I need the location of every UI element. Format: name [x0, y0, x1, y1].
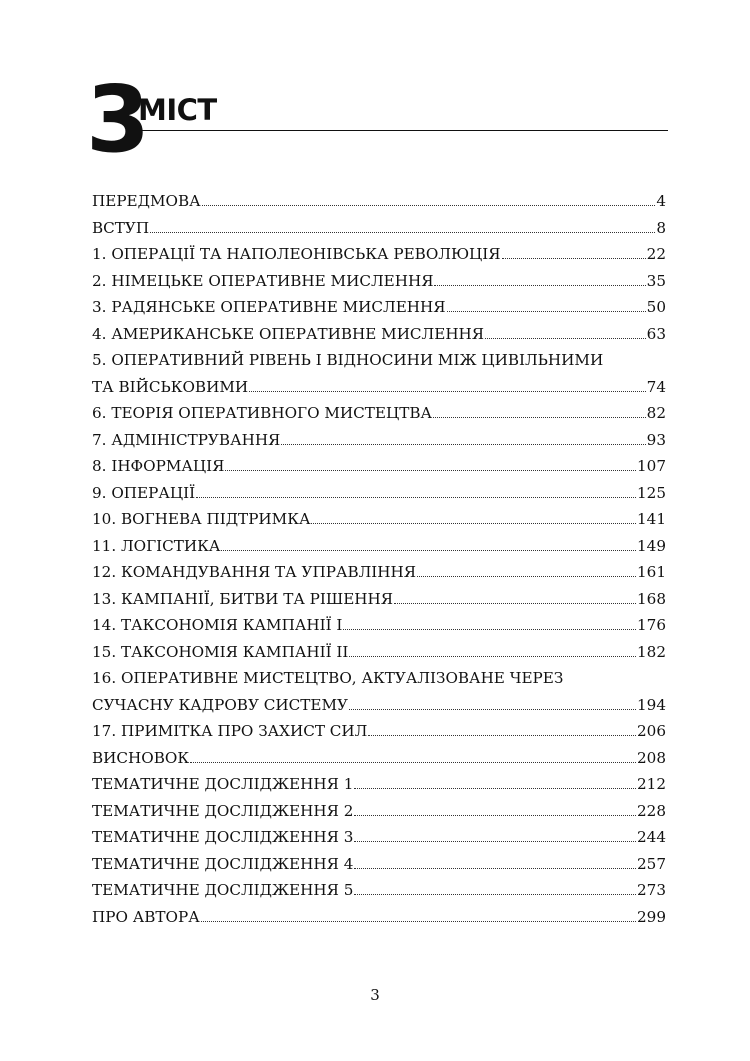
toc-entry-title: 5. ОПЕРАТИВНИЙ РІВЕНЬ І ВІДНОСИНИ МІЖ ЦИВІЛЬНИМИ: [92, 351, 604, 369]
dot-leader: [354, 868, 636, 869]
toc-entry-title: 2. НІМЕЦЬКЕ ОПЕРАТИВНЕ МИСЛЕННЯ: [92, 271, 434, 290]
toc-page-number: 228: [637, 801, 666, 820]
toc-entry-line: [92, 321, 666, 348]
toc-page-number: 82: [646, 404, 666, 422]
dot-leader: [150, 232, 655, 233]
toc-page-number: 4: [656, 192, 666, 210]
toc-page-number: 273: [637, 881, 666, 899]
dot-leader: [202, 205, 656, 206]
dot-leader: [447, 311, 646, 312]
toc-page-number: 63: [646, 324, 666, 343]
dot-leader: [485, 338, 646, 339]
toc-entry[interactable]: [92, 771, 666, 798]
toc-entry-title: ТЕМАТИЧНЕ ДОСЛІДЖЕННЯ 5: [92, 881, 354, 899]
toc-entry-title: ТЕМАТИЧНЕ ДОСЛІДЖЕННЯ 4: [92, 854, 354, 873]
toc-entry[interactable]: [92, 480, 666, 507]
toc-entry-title: ТЕМАТИЧНЕ ДОСЛІДЖЕННЯ 1: [92, 775, 354, 793]
toc-entry-title: ТЕМАТИЧНЕ ДОСЛІДЖЕННЯ 3: [92, 828, 354, 846]
toc-page-number: 161: [637, 563, 666, 581]
dot-leader: [354, 815, 636, 816]
dot-leader: [433, 417, 646, 418]
toc-page-number: 141: [637, 510, 666, 528]
dot-leader: [354, 788, 636, 789]
dot-leader: [343, 629, 636, 630]
toc-entry-line: [92, 427, 666, 454]
toc-entry-line: [92, 665, 666, 692]
dot-leader: [354, 841, 636, 842]
toc-entry[interactable]: [92, 665, 666, 718]
toc-page-number: 176: [637, 616, 666, 634]
toc-entry-line: [92, 241, 666, 268]
toc-entry-title: СУЧАСНУ КАДРОВУ СИСТЕМУ: [92, 695, 348, 714]
toc-page-number: 212: [637, 775, 666, 793]
toc-entry-line: [92, 639, 666, 666]
toc-entry[interactable]: [92, 215, 666, 242]
toc-entry-title: 4. АМЕРИКАНСЬКЕ ОПЕРАТИВНЕ МИСЛЕННЯ: [92, 324, 485, 343]
dot-leader: [221, 550, 636, 551]
page-title: МІСТ: [138, 93, 217, 127]
toc-entry-line: [92, 480, 666, 507]
toc-entry-line: [92, 586, 666, 613]
toc-page-number: 125: [637, 483, 666, 502]
dot-leader: [190, 762, 636, 763]
dot-leader: [417, 576, 636, 577]
toc-page-number: 149: [637, 536, 666, 555]
toc-entry-title: ТА ВІЙСЬКОВИМИ: [92, 377, 249, 396]
toc-entry-title: 17. ПРИМІТКА ПРО ЗАХИСТ СИЛ: [92, 722, 368, 740]
toc-entry-line: [92, 294, 666, 321]
toc-entry-line: [92, 718, 666, 745]
toc-entry-title: 7. АДМІНІСТРУВАННЯ: [92, 430, 281, 449]
toc-entry-line: [92, 612, 666, 639]
dot-leader: [349, 656, 636, 657]
toc-entry-title: 12. КОМАНДУВАННЯ ТА УПРАВЛІННЯ: [92, 563, 417, 581]
toc-entry[interactable]: [92, 533, 666, 560]
toc-entry[interactable]: [92, 241, 666, 268]
toc-entry-line: [92, 374, 666, 401]
toc-entry-title: 11. ЛОГІСТИКА: [92, 536, 221, 555]
toc-entry-title: ПРО АВТОРА: [92, 907, 200, 926]
title-rule: [136, 130, 668, 131]
toc-entry-line: [92, 824, 666, 851]
toc-entry-title: 13. КАМПАНІЇ, БИТВИ ТА РІШЕННЯ: [92, 589, 394, 608]
toc-entry-title: ВИСНОВОК: [92, 748, 190, 767]
dot-leader: [201, 921, 636, 922]
toc-entry-line: [92, 692, 666, 719]
dot-leader: [502, 258, 646, 259]
toc-entry-title: 15. ТАКСОНОМІЯ КАМПАНІЇ ІІ: [92, 642, 349, 661]
toc-entry-line: [92, 215, 666, 242]
toc-entry[interactable]: [92, 453, 666, 480]
toc-entry-line: [92, 798, 666, 825]
toc-page-number: 194: [637, 695, 666, 714]
toc-entry-title: ВСТУП: [92, 218, 150, 237]
toc-entry[interactable]: [92, 506, 666, 533]
dot-leader: [434, 285, 645, 286]
toc-page-number: 244: [637, 828, 666, 846]
toc-entry-title: 6. ТЕОРІЯ ОПЕРАТИВНОГО МИСТЕЦТВА: [92, 404, 433, 422]
dot-leader: [368, 735, 636, 736]
toc-page-number: 168: [637, 589, 666, 608]
chapter-header: [86, 66, 668, 173]
toc-page-number: 74: [646, 377, 666, 396]
toc-entry-line: [92, 347, 666, 374]
toc-entry[interactable]: [92, 188, 666, 215]
toc-entry[interactable]: [92, 718, 666, 745]
toc-entry[interactable]: [92, 798, 666, 825]
toc-entry[interactable]: [92, 321, 666, 348]
toc-entry-line: [92, 559, 666, 586]
toc-page-number: 22: [646, 245, 666, 263]
toc-entry-title: ПЕРЕДМОВА: [92, 192, 201, 210]
dot-leader: [394, 603, 636, 604]
dot-leader: [249, 391, 646, 392]
toc-entry-line: [92, 400, 666, 427]
toc-entry-title: 10. ВОГНЕВА ПІДТРИМКА: [92, 510, 311, 528]
dot-leader: [354, 894, 636, 895]
toc-entry[interactable]: [92, 347, 666, 400]
toc-page-number: 93: [646, 430, 666, 449]
toc-page-number: 182: [637, 642, 666, 661]
toc-page-number: 208: [637, 748, 666, 767]
toc-entry[interactable]: [92, 612, 666, 639]
toc-entry-title: 16. ОПЕРАТИВНЕ МИСТЕЦТВО, АКТУАЛІЗОВАНЕ ЧЕРЕЗ: [92, 669, 564, 687]
toc-entry-line: [92, 268, 666, 295]
toc-entry-title: 9. ОПЕРАЦІЇ: [92, 483, 196, 502]
toc-page-number: 50: [646, 298, 666, 316]
toc-entry-line: [92, 851, 666, 878]
dot-leader: [196, 497, 636, 498]
toc-page-number: 8: [656, 218, 666, 237]
toc-entry-line: [92, 771, 666, 798]
table-of-contents: [92, 188, 666, 930]
toc-page-number: 35: [646, 271, 666, 290]
dot-leader: [311, 523, 636, 524]
toc-entry[interactable]: [92, 824, 666, 851]
chapter-number: 3: [86, 66, 149, 173]
toc-entry-line: [92, 877, 666, 904]
toc-page-number: 257: [637, 854, 666, 873]
toc-entry[interactable]: [92, 586, 666, 613]
toc-entry[interactable]: [92, 400, 666, 427]
toc-entry[interactable]: [92, 559, 666, 586]
toc-entry-line: [92, 533, 666, 560]
toc-entry-line: [92, 904, 666, 931]
toc-entry[interactable]: [92, 294, 666, 321]
dot-leader: [349, 709, 636, 710]
toc-entry[interactable]: [92, 427, 666, 454]
toc-entry-line: [92, 453, 666, 480]
toc-entry[interactable]: [92, 639, 666, 666]
toc-entry-title: 3. РАДЯНСЬКЕ ОПЕРАТИВНЕ МИСЛЕННЯ: [92, 298, 446, 316]
toc-entry[interactable]: [92, 877, 666, 904]
toc-page-number: 107: [637, 457, 666, 475]
toc-entry-title: 14. ТАКСОНОМІЯ КАМПАНІЇ І: [92, 616, 343, 634]
toc-entry[interactable]: [92, 904, 666, 931]
toc-entry[interactable]: [92, 851, 666, 878]
dot-leader: [281, 444, 645, 445]
toc-entry[interactable]: [92, 745, 666, 772]
page-number: 3: [370, 986, 380, 1004]
toc-entry[interactable]: [92, 268, 666, 295]
toc-entry-title: 1. ОПЕРАЦІЇ ТА НАПОЛЕОНІВСЬКА РЕВОЛЮЦІЯ: [92, 245, 501, 263]
toc-entry-title: ТЕМАТИЧНЕ ДОСЛІДЖЕННЯ 2: [92, 801, 354, 820]
dot-leader: [225, 470, 636, 471]
toc-page-number: 299: [637, 907, 666, 926]
toc-entry-line: [92, 745, 666, 772]
toc-entry-title: 8. ІНФОРМАЦІЯ: [92, 457, 225, 475]
toc-page-number: 206: [637, 722, 666, 740]
toc-entry-line: [92, 506, 666, 533]
toc-entry-line: [92, 188, 666, 215]
